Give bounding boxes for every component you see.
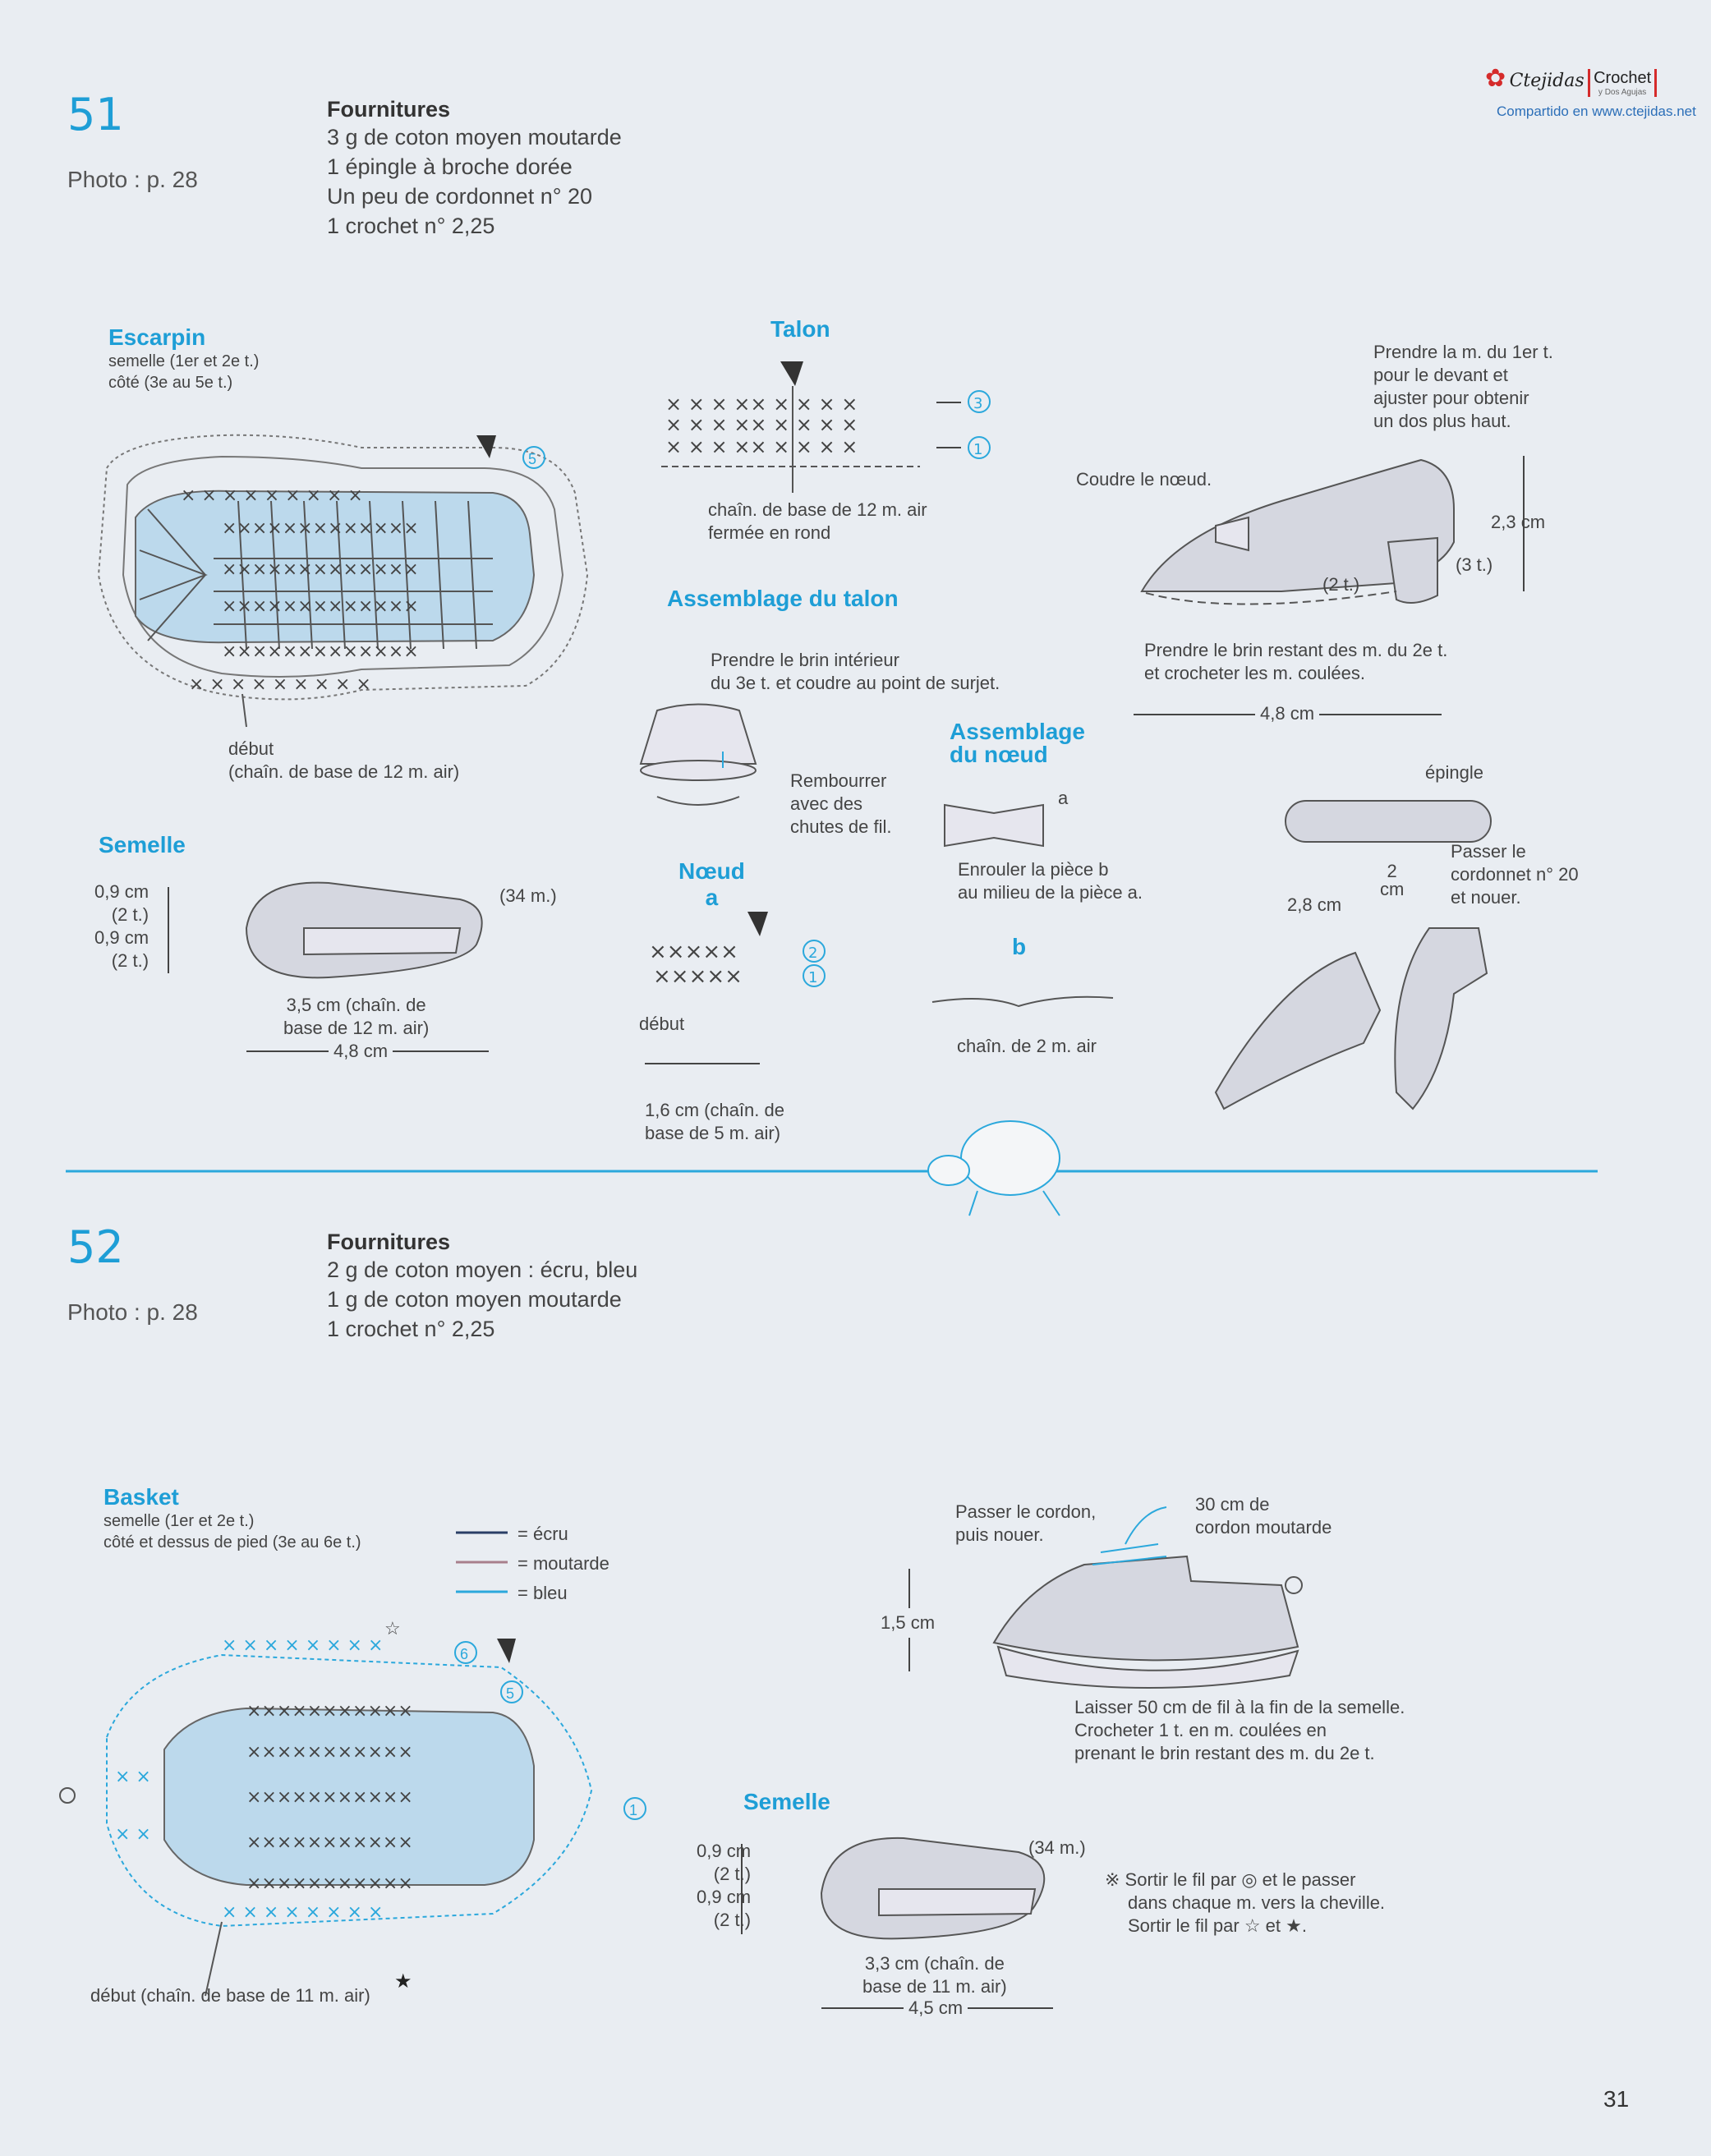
svg-text:×××××××××××××: ××××××××××××× <box>222 518 419 539</box>
sole-51-width: 4,8 cm <box>329 1040 393 1063</box>
thread-note <box>1105 1869 1385 1938</box>
bow-assembly-title-1: Assemblage <box>950 719 1085 744</box>
svg-text:× × × × × × × ×: × × × × × × × × <box>222 1902 384 1923</box>
sole-52-stitch-count: (34 m.) <box>1028 1837 1086 1858</box>
bow-assembly-note-2: au milieu de la pièce a. <box>958 882 1143 903</box>
svg-text:× × × × × × × × ×: × × × × × × × × × <box>181 485 363 506</box>
svg-text:×××××××××××××: ××××××××××××× <box>222 596 419 617</box>
semelle-51-dims <box>94 880 149 972</box>
svg-text:× × × ×× × × × ×: × × × ×× × × × × <box>665 435 858 458</box>
talon-caption-2: fermée en rond <box>708 522 831 543</box>
escarpin-line2: côté (3e au 5e t.) <box>108 374 233 392</box>
two-rounds-label: (2 t.) <box>1322 574 1360 595</box>
bow-assembly-title-2: du nœud <box>950 742 1048 767</box>
bow-b-chain: chaîn. de 2 m. air <box>957 1036 1097 1056</box>
legend-moutarde: = moutarde <box>517 1553 609 1574</box>
pin-cord-note <box>1451 840 1579 909</box>
sole-dim-2: 0,9 cm <box>94 927 149 948</box>
start-word: début <box>228 738 274 759</box>
svg-text:×××××××××××: ××××××××××× <box>246 1742 413 1763</box>
svg-text:3: 3 <box>973 395 983 412</box>
shoe-width-label: 4,8 cm <box>1255 702 1319 725</box>
pin-cm: cm <box>1380 879 1405 899</box>
shoe-note-4: un dos plus haut. <box>1373 411 1511 431</box>
bow-assembly-a: a <box>1058 788 1069 808</box>
escarpin-heading <box>108 324 259 393</box>
svg-text:5: 5 <box>506 1685 515 1702</box>
sneaker-height: 1,5 cm <box>881 1608 935 1638</box>
semelle-51-title: Semelle <box>99 832 186 857</box>
basket-title: Basket <box>103 1484 179 1510</box>
logo <box>1485 64 1657 97</box>
pattern-51-supplies <box>327 97 622 241</box>
pattern-52-supplies <box>327 1230 637 1344</box>
stuffing-note <box>790 770 892 839</box>
talon-caption-1: chaîn. de base de 12 m. air <box>708 499 927 520</box>
logo-tag-main: Crochet <box>1594 68 1652 87</box>
thread-note-2: dans chaque m. vers la cheville. <box>1128 1892 1386 1913</box>
stuff-1: Rembourrer <box>790 770 887 791</box>
cord-length-2: cordon moutarde <box>1195 1517 1332 1538</box>
escarpin-chart <box>99 435 587 727</box>
turtle-illustration <box>928 1121 1060 1216</box>
svg-text:1: 1 <box>808 969 818 986</box>
thread-note-3: Sortir le fil par ☆ et ★. <box>1128 1915 1307 1936</box>
supplies-title: Fournitures <box>327 97 451 122</box>
sole-51-chain <box>283 994 429 1040</box>
svg-text:×××××: ××××× <box>653 964 743 989</box>
bow-title <box>678 858 745 911</box>
stuff-3: chutes de fil. <box>790 816 892 837</box>
svg-text:★: ★ <box>394 1970 412 1993</box>
heel-note-2: du 3e t. et coudre au point de surjet. <box>711 673 1000 693</box>
talon-title: Talon <box>770 316 830 342</box>
svg-text:6: 6 <box>460 1646 469 1662</box>
lace-note-2: puis nouer. <box>955 1524 1044 1545</box>
pin-cord-3: et nouer. <box>1451 887 1521 908</box>
stuff-2: avec des <box>790 793 863 814</box>
sole-52-width: 4,5 cm <box>904 1997 968 2020</box>
pattern-52-number: 52 <box>67 1221 124 1273</box>
bow-piece-a: a <box>705 885 719 910</box>
supply-item: 3 g de coton moyen moutarde <box>327 125 622 149</box>
basket-heading <box>103 1484 361 1553</box>
svg-text:1: 1 <box>973 441 983 458</box>
brin-1: Prendre le brin restant des m. du 2e t. <box>1144 640 1448 660</box>
sole-chain-1: 3,3 cm (chaîn. de <box>864 1953 1005 1974</box>
finish-note-3: prenant le brin restant des m. du 2e t. <box>1074 1743 1375 1763</box>
svg-text:× × × × × × × × ×: × × × × × × × × × <box>189 674 371 695</box>
logo-tag-sub: y Dos Agujas <box>1598 87 1647 97</box>
bow-assembly-title <box>950 720 1085 766</box>
supplies-title: Fournitures <box>327 1230 451 1254</box>
bow-assembly-note <box>958 858 1143 904</box>
sole-chain-2: base de 12 m. air) <box>283 1018 430 1038</box>
thread-note-1: ※ Sortir le fil par ◎ et le passer <box>1105 1869 1356 1890</box>
bow-len-1: 1,6 cm (chaîn. de <box>645 1100 784 1120</box>
shoe-height-label: 2,3 cm <box>1491 512 1546 532</box>
bow-start-label: début <box>639 1014 685 1034</box>
heel-assembly-note <box>711 649 1000 695</box>
bow-drawing <box>932 805 1113 1006</box>
svg-text:×××××××××××××: ××××××××××××× <box>222 641 419 662</box>
svg-text:× × × ×× × × × ×: × × × ×× × × × × <box>665 393 858 416</box>
pattern-51-photo-ref: Photo : p. 28 <box>67 167 198 192</box>
supply-item: 1 g de coton moyen moutarde <box>327 1287 622 1312</box>
sole-chain-1: 3,5 cm (chaîn. de <box>286 995 426 1015</box>
svg-text:×××××××××××: ××××××××××× <box>246 1832 413 1853</box>
pin-label: épingle <box>1425 762 1483 783</box>
sole-dim-1: 0,9 cm <box>94 881 149 902</box>
sole-rounds-2: (2 t.) <box>111 950 149 971</box>
supply-item: 1 crochet n° 2,25 <box>327 214 495 238</box>
svg-text:× × × ×× × × × ×: × × × ×× × × × × <box>665 413 858 436</box>
pin-shoes-drawing <box>1216 801 1491 1109</box>
shoe-51-note <box>1373 341 1553 433</box>
heel-assembly-title: Assemblage du talon <box>667 586 899 611</box>
pin-cord-1: Passer le <box>1451 841 1526 862</box>
svg-text:×××××××××××: ××××××××××× <box>246 1873 413 1894</box>
three-rounds-label: (3 t.) <box>1456 554 1493 575</box>
svg-text:× ×: × × <box>115 1767 151 1787</box>
start-detail: (chaîn. de base de 12 m. air) <box>228 761 460 782</box>
finish-note-1: Laisser 50 cm de fil à la fin de la semelle. <box>1074 1697 1405 1717</box>
escarpin-start-label <box>228 738 459 784</box>
sew-bow-label: Coudre le nœud. <box>1076 469 1212 490</box>
sole-chain-2: base de 11 m. air) <box>862 1976 1007 1997</box>
finish-note <box>1074 1696 1405 1765</box>
basket-line1: semelle (1er et 2e t.) <box>103 1512 255 1530</box>
sole-dim-2: 0,9 cm <box>697 1887 752 1907</box>
remaining-loop-note <box>1144 639 1447 685</box>
svg-text:×××××: ××××× <box>649 940 738 964</box>
supply-item: 2 g de coton moyen : écru, bleu <box>327 1257 638 1282</box>
svg-text:×××××××××××××: ××××××××××××× <box>222 559 419 580</box>
bow-piece-b: b <box>1012 934 1027 959</box>
color-legend <box>517 1519 609 1608</box>
pin-cord-length <box>1380 862 1404 899</box>
svg-text:1: 1 <box>629 1802 638 1818</box>
bow-title-word: Nœud <box>678 858 745 884</box>
logo-tag <box>1588 69 1657 97</box>
sole-rounds-1: (2 t.) <box>111 904 149 925</box>
finish-note-2: Crocheter 1 t. en m. coulées en <box>1074 1720 1327 1740</box>
basket-start-label: début (chaîn. de base de 11 m. air) <box>90 1985 370 2006</box>
legend-swatches <box>456 1533 508 1592</box>
bow-len-2: base de 5 m. air) <box>645 1123 781 1143</box>
shoe-note-3: ajuster pour obtenir <box>1373 388 1529 408</box>
talon-caption <box>708 499 927 545</box>
logo-brand: Ctejidas <box>1509 71 1585 91</box>
escarpin-title: Escarpin <box>108 324 206 350</box>
legend-ecru: = écru <box>517 1524 568 1544</box>
cord-length-1: 30 cm de <box>1195 1494 1270 1515</box>
supply-item: 1 épingle à broche dorée <box>327 154 573 179</box>
svg-text:×××××××××××: ××××××××××× <box>246 1787 413 1808</box>
sole-52-chain <box>862 1952 1007 1998</box>
sole-rounds-2: (2 t.) <box>713 1910 752 1930</box>
svg-text:× × × × × × × ×: × × × × × × × × <box>222 1635 384 1656</box>
brin-2: et crocheter les m. coulées. <box>1144 663 1366 683</box>
supply-item: 1 crochet n° 2,25 <box>327 1317 495 1341</box>
svg-text:5: 5 <box>528 451 537 467</box>
shoe-note-1: Prendre la m. du 1er t. <box>1373 342 1553 362</box>
cord-length-note <box>1195 1493 1332 1539</box>
escarpin-line1: semelle (1er et 2e t.) <box>108 352 260 370</box>
bow-a-length <box>645 1099 784 1145</box>
svg-text:× ×: × × <box>115 1824 151 1845</box>
pin-two: 2 <box>1387 861 1397 881</box>
bow-assembly-note-1: Enrouler la pièce b <box>958 859 1109 880</box>
heel-assembly-drawing <box>641 705 756 806</box>
supply-item: Un peu de cordonnet n° 20 <box>327 184 593 209</box>
shared-credit: Compartido en www.ctejidas.net <box>1497 103 1696 119</box>
svg-text:2: 2 <box>808 945 818 962</box>
lace-note <box>955 1501 1096 1547</box>
pattern-51-number: 51 <box>67 89 124 140</box>
sole-dim-1: 0,9 cm <box>697 1841 752 1861</box>
pin-cord-2: cordonnet n° 20 <box>1451 864 1579 885</box>
bow-a-chart <box>645 912 825 1064</box>
legend-bleu: = bleu <box>517 1583 568 1603</box>
sole-51-stitch-count: (34 m.) <box>499 885 557 906</box>
sole-rounds-1: (2 t.) <box>713 1864 752 1884</box>
basket-chart <box>60 1618 646 1996</box>
semelle-52-title: Semelle <box>743 1789 830 1814</box>
semelle-52-dims <box>697 1840 751 1932</box>
basket-line2: côté et dessus de pied (3e au 6e t.) <box>103 1533 361 1551</box>
shoe-note-2: pour le devant et <box>1373 365 1508 385</box>
flower-icon: ✿ <box>1485 65 1506 92</box>
lace-note-1: Passer le cordon, <box>955 1501 1097 1522</box>
page-number: 31 <box>1603 2086 1630 2112</box>
svg-text:×××××××××××: ××××××××××× <box>246 1701 413 1722</box>
talon-chart <box>661 361 990 493</box>
heel-note-1: Prendre le brin intérieur <box>711 650 899 670</box>
svg-text:☆: ☆ <box>384 1618 401 1639</box>
pattern-52-photo-ref: Photo : p. 28 <box>67 1299 198 1325</box>
pin-drop-length: 2,8 cm <box>1287 894 1342 915</box>
